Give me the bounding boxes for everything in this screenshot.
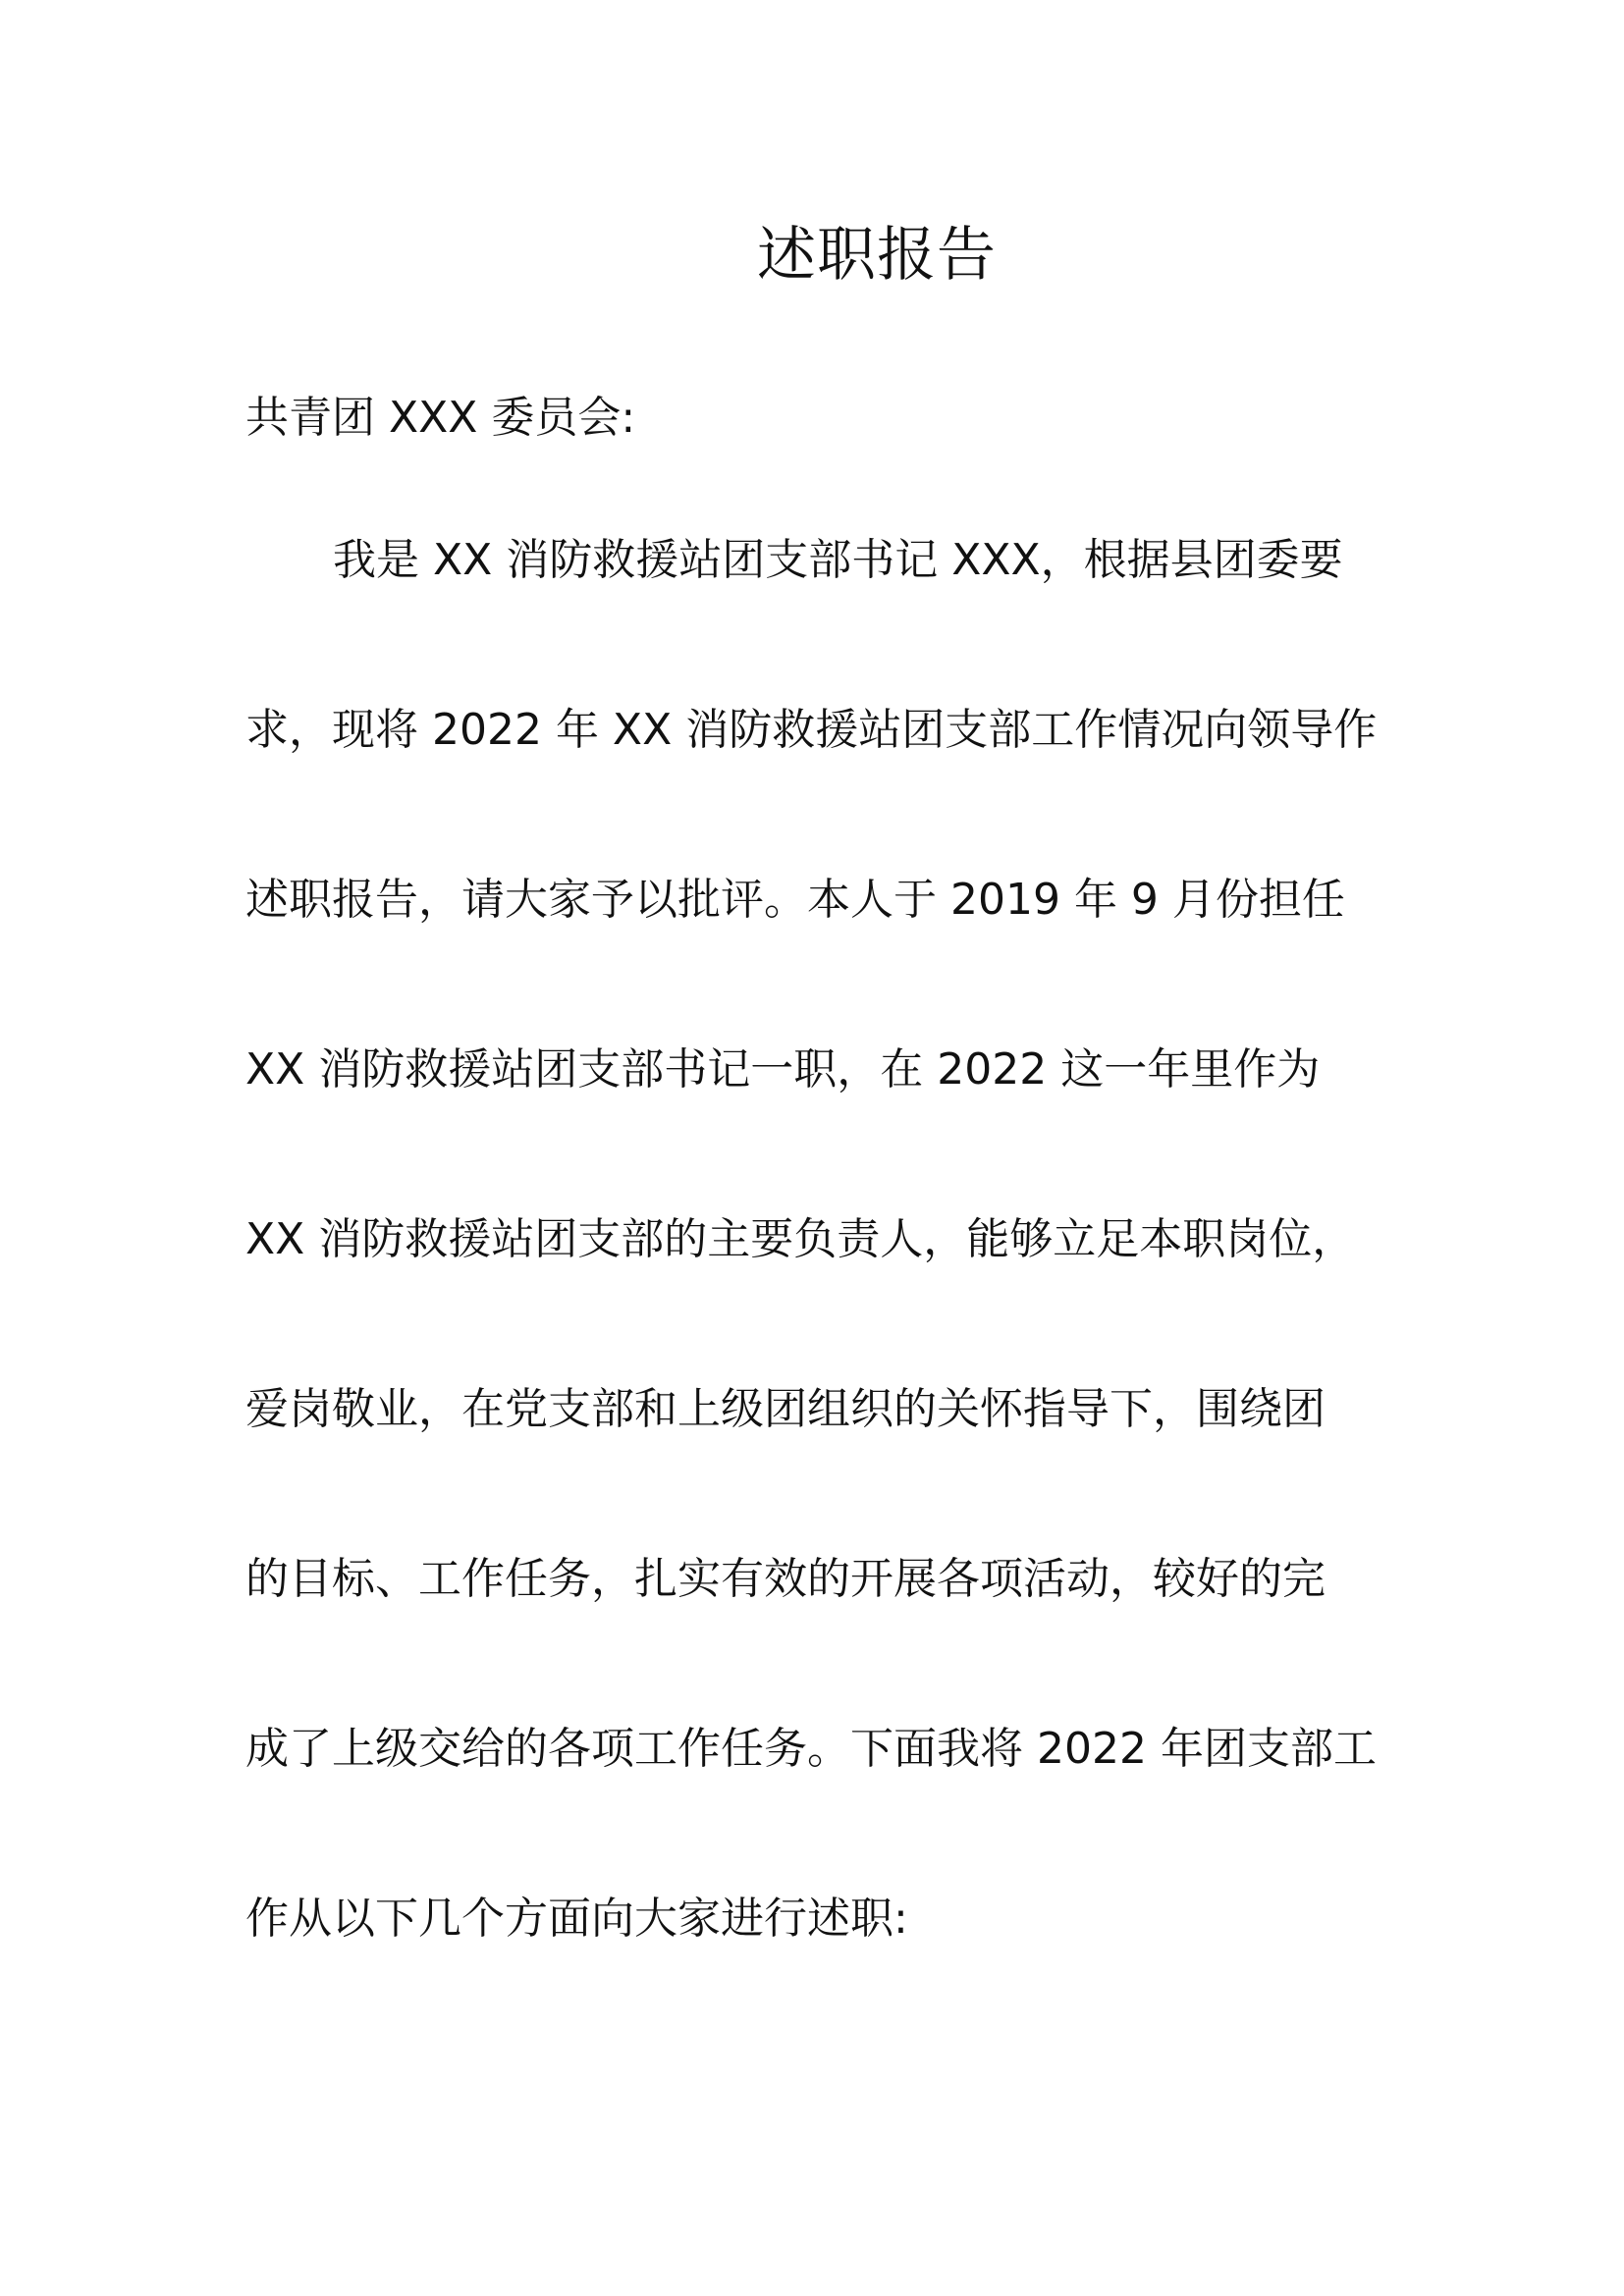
body-line: 爱岗敬业，在党支部和上级团组织的关怀指导下，围绕团 — [245, 1384, 1326, 1434]
body-line: 我是 XX 消防救援站团支部书记 XXX，根据县团委要 — [333, 535, 1343, 585]
body-line: 的目标、工作任务，扎实有效的开展各项活动，较好的完 — [245, 1554, 1326, 1604]
body-line: 述职报告，请大家予以批评。本人于 2019 年 9 月份担任 — [245, 875, 1345, 925]
salutation: 共青团 XXX 委员会: — [245, 393, 636, 443]
body-line: XX 消防救援站团支部书记一职，在 2022 这一年里作为 — [245, 1044, 1321, 1095]
body-line: XX 消防救援站团支部的主要负责人，能够立足本职岗位， — [245, 1214, 1356, 1264]
body-line: 成了上级交给的各项工作任务。下面我将 2022 年团支部工 — [245, 1724, 1377, 1774]
body-line: 作从以下几个方面向大家进行述职: — [245, 1894, 908, 1944]
document-title: 述职报告 — [757, 221, 997, 290]
body-line: 求，现将 2022 年 XX 消防救援站团支部工作情况向领导作 — [245, 705, 1378, 755]
